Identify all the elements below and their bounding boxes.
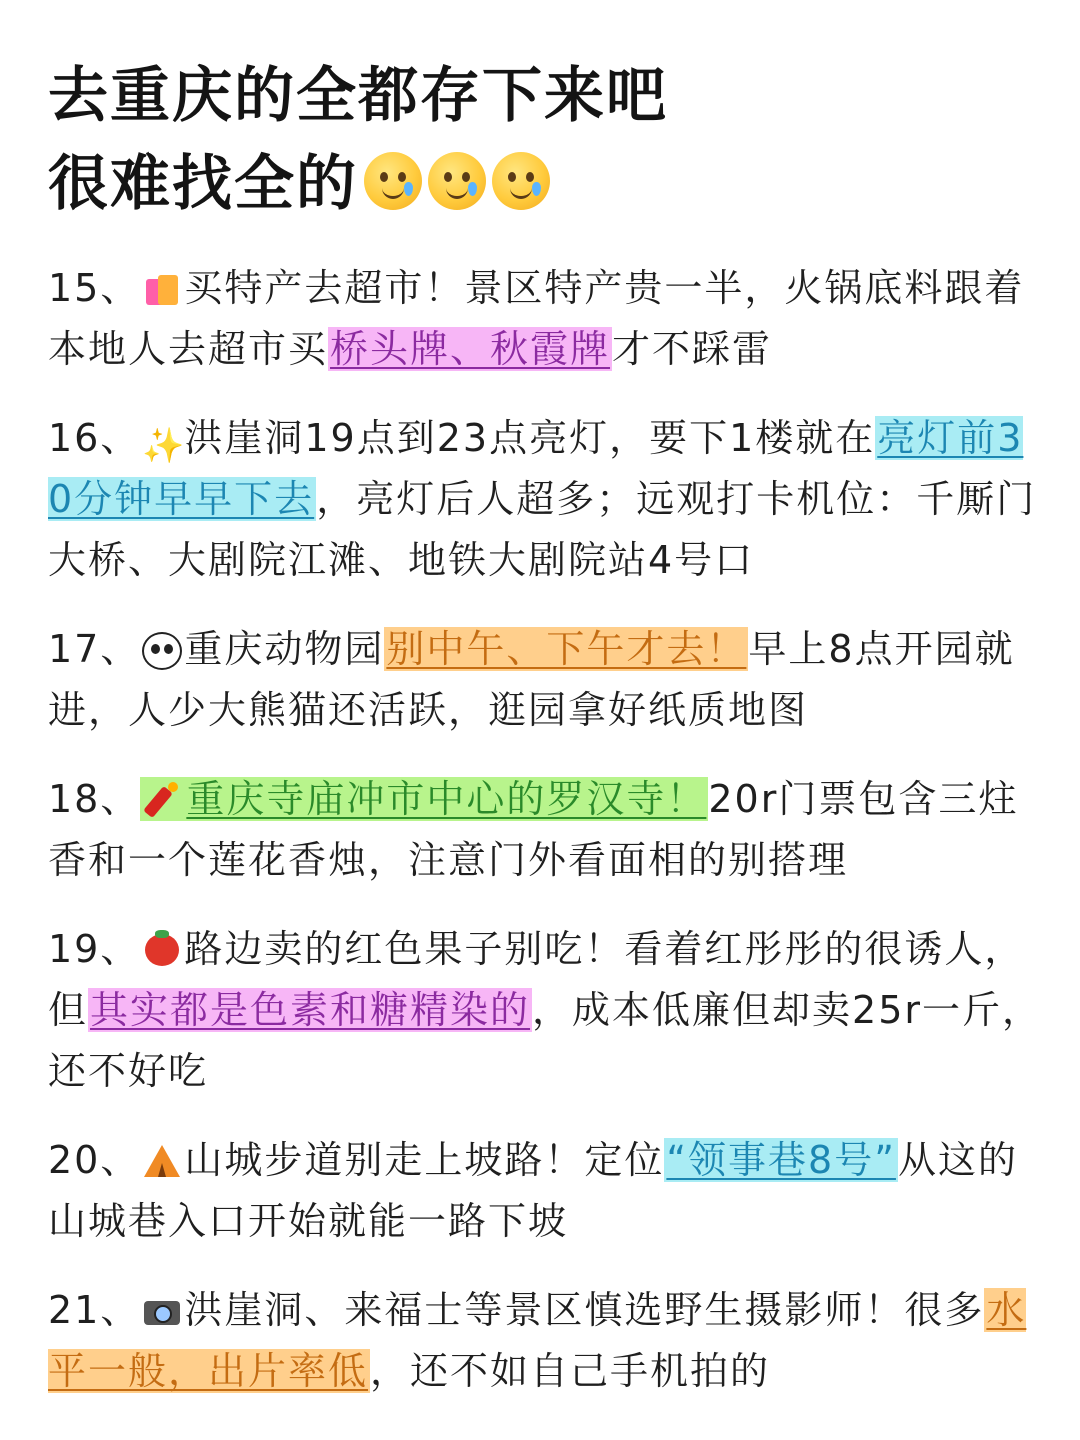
crying-face-icon <box>492 152 550 210</box>
tip-number: 18、 <box>48 777 141 821</box>
tip-item-19 <box>48 919 1048 1102</box>
tip-text-tail: ，亮灯后人超多；远观打卡机位：千厮门大桥、大剧院江滩、地铁大剧院站4号口 <box>48 477 1037 582</box>
tip-text-tail: 20r门票包含三炷香和一个莲花香烛，注意门外看面相的别搭理 <box>48 777 1019 882</box>
tip-text: 山城步道别走上坡路！定位 <box>184 1138 665 1182</box>
tip-text-tail: 早上8点开园就进，人少大熊猫还活跃，逛园拿好纸质地图 <box>48 627 1015 732</box>
tip-item-20 <box>48 1130 1048 1252</box>
tip-text-tail: 才不踩雷 <box>612 327 773 371</box>
tip-item-17 <box>48 619 1048 741</box>
tip-text: 重庆动物园 <box>184 627 385 671</box>
tent-icon <box>142 1139 182 1179</box>
tip-highlight: 重庆寺庙冲市中心的罗汉寺！ <box>186 777 707 821</box>
tip-highlight: 亮灯前30分钟早早下去 <box>48 416 1024 521</box>
tomato-icon <box>142 928 182 968</box>
shopping-bags-icon <box>142 267 182 307</box>
tip-text-tail: ，成本低廉但却卖25r一斤，还不好吃 <box>48 988 1043 1093</box>
tip-text: 路边卖的红色果子别吃！看着红彤彤的很诱人，但 <box>48 927 1025 1032</box>
sparkles-icon: ✨ <box>142 426 187 466</box>
tip-item-21 <box>48 1280 1048 1402</box>
firecracker-icon <box>144 778 184 818</box>
tip-text-tail: ，还不如自己手机拍的 <box>370 1349 771 1393</box>
camera-icon <box>142 1289 182 1329</box>
tip-item-18 <box>48 769 1048 891</box>
tip-highlight: 桥头牌、秋霞牌 <box>330 327 611 371</box>
panda-icon <box>142 632 182 670</box>
tip-highlight-wrap <box>140 777 708 821</box>
tip-text: 洪崖洞19点到23点亮灯，要下1楼就在 <box>184 416 876 460</box>
tip-text: 买特产去超市！景区特产贵一半，火锅底料跟着本地人去超市买 <box>48 266 1025 371</box>
tip-highlight: 水平一般，出片率低 <box>48 1288 1027 1393</box>
tip-highlight: 其实都是色素和糖精染的 <box>90 988 531 1032</box>
title-line-2-text: 很难找全的 <box>48 149 358 219</box>
tip-text: 洪崖洞、来福士等景区慎选野生摄影师！很多 <box>184 1288 985 1332</box>
tip-number: 16、 <box>48 416 141 460</box>
tip-number: 20、 <box>48 1138 141 1182</box>
tip-item-15 <box>48 258 1048 380</box>
crying-face-icon <box>428 152 486 210</box>
tip-highlight: “领事巷8号” <box>666 1138 896 1182</box>
tip-highlight: 别中午、下午才去！ <box>386 627 747 671</box>
tip-number: 17、 <box>48 627 141 671</box>
tip-number: 19、 <box>48 927 141 971</box>
page-title <box>48 52 1048 228</box>
title-line-2 <box>48 140 1048 228</box>
tip-number: 15、 <box>48 266 141 310</box>
tip-item-16 <box>48 408 1048 591</box>
crying-face-icon <box>364 152 422 210</box>
tip-number: 21、 <box>48 1288 141 1332</box>
tip-text-tail: 从这的山城巷入口开始就能一路下坡 <box>48 1138 1018 1243</box>
tips-list <box>48 258 1048 1430</box>
title-line-1: 去重庆的全都存下来吧 <box>48 61 668 131</box>
